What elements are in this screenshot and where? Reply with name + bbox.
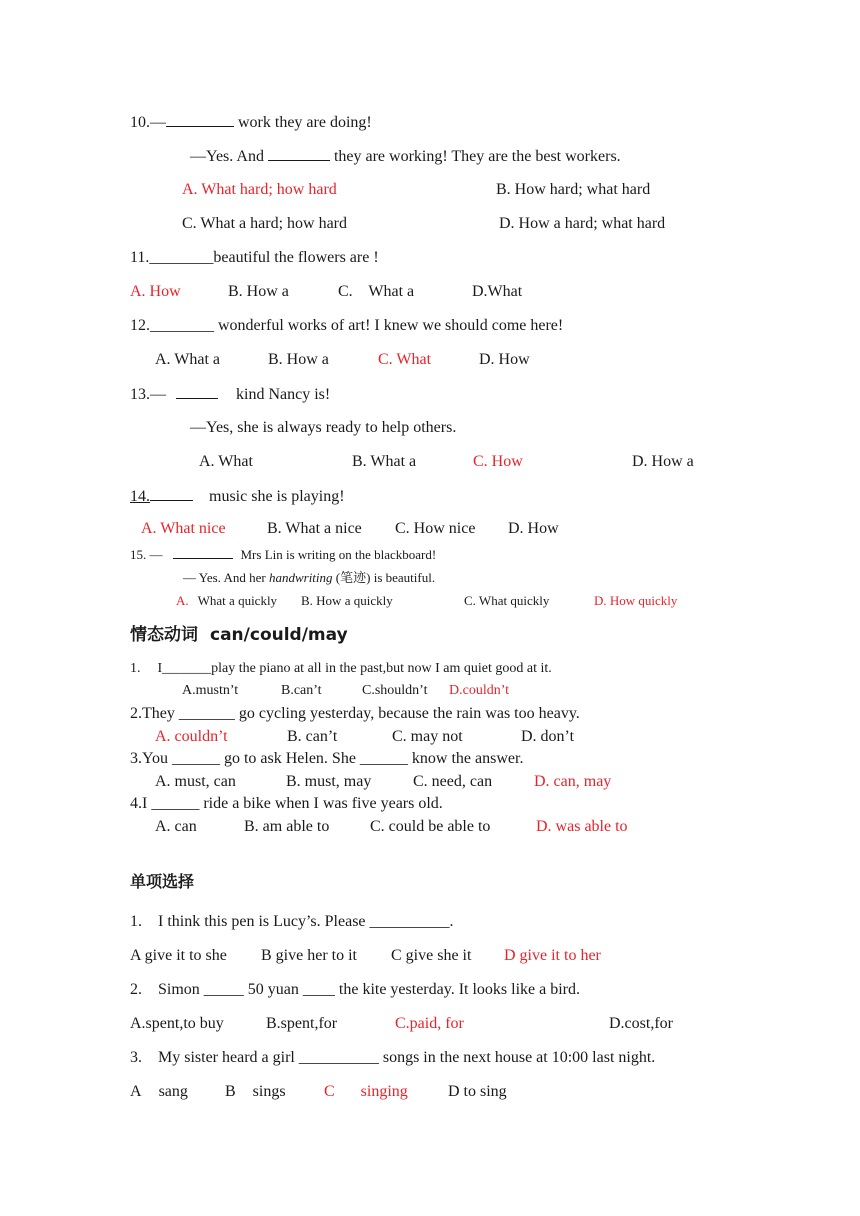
m2-stem: 2.They _______ go cycling yesterday, because the rain was too heavy. bbox=[130, 705, 580, 722]
q14-option-d: D. How bbox=[508, 520, 559, 537]
q15-blank bbox=[173, 547, 233, 559]
q14-stem bbox=[130, 486, 345, 507]
q13-stem bbox=[130, 384, 330, 405]
s2-stem-text: Simon _____ 50 yuan ____ the kite yesterday. It looks like a bird. bbox=[158, 981, 581, 998]
q14-number: 14. bbox=[130, 488, 150, 505]
q15-number: 15. — bbox=[130, 547, 163, 562]
q13-stem-text: kind Nancy is! bbox=[236, 386, 331, 403]
s3-option-d: D to sing bbox=[448, 1083, 507, 1100]
s3-option-a bbox=[130, 1082, 188, 1102]
m3-option-b: B. must, may bbox=[286, 773, 372, 790]
m3-option-a: A. must, can bbox=[155, 773, 236, 790]
m1-option-c: C.shouldn’t bbox=[362, 683, 428, 698]
s3-number: 3. bbox=[130, 1049, 142, 1066]
s1-option-d: D give it to her bbox=[504, 947, 601, 964]
m1-option-b: B.can’t bbox=[281, 683, 322, 698]
q12-option-c: C. What bbox=[378, 351, 432, 368]
section-modal-heading bbox=[130, 624, 348, 646]
s3-option-a-text: sang bbox=[158, 1083, 188, 1100]
q12-option-d: D. How bbox=[479, 351, 530, 368]
m3-option-c: C. need, can bbox=[413, 773, 493, 790]
q15-reply-italic: handwriting bbox=[268, 570, 333, 585]
q10-blank bbox=[166, 112, 234, 127]
q14-blank bbox=[150, 486, 193, 501]
q15-stem-text: Mrs Lin is writing on the blackboard! bbox=[240, 547, 437, 562]
m3-stem: 3.You ______ go to ask Helen. She ______ know the answer. bbox=[130, 750, 524, 767]
s1-option-a: A give it to she bbox=[130, 947, 227, 964]
q10-dash: — bbox=[150, 114, 166, 131]
s3-option-c-text: singing bbox=[360, 1083, 408, 1100]
q11-option-b: B. How a bbox=[228, 283, 289, 300]
q11-stem: 11.________beautiful the flowers are ! bbox=[130, 249, 379, 266]
q15-option-a-letter: A. bbox=[176, 593, 189, 608]
s2-option-d: D.cost,for bbox=[609, 1015, 673, 1032]
s1-number: 1. bbox=[130, 913, 142, 930]
q13-blank bbox=[176, 384, 218, 399]
section-modal-title-cn: 情态动词 bbox=[130, 625, 198, 645]
q10-stem-text: work they are doing! bbox=[234, 114, 372, 131]
q10-reply bbox=[190, 146, 621, 167]
m2-option-d: D. don’t bbox=[521, 728, 575, 745]
q10-stem bbox=[130, 112, 372, 133]
q13-option-b: B. What a bbox=[352, 453, 417, 470]
q12-stem: 12.________ wonderful works of art! I knew we should come here! bbox=[130, 317, 564, 334]
m2-option-a: A. couldn’t bbox=[155, 728, 228, 745]
q10-option-c: C. What a hard; how hard bbox=[182, 215, 347, 232]
m2-option-b: B. can’t bbox=[287, 728, 338, 745]
q10-reply-b: they are working! They are the best workers. bbox=[329, 148, 621, 165]
q15-option-d: D. How quickly bbox=[594, 593, 678, 608]
q14-stem-text: music she is playing! bbox=[209, 488, 345, 505]
q13-reply: —Yes, she is always ready to help others. bbox=[190, 419, 457, 436]
s3-option-b bbox=[225, 1082, 286, 1102]
s3-option-b-text: sings bbox=[252, 1083, 286, 1100]
q10-reply-a: Yes. And bbox=[206, 148, 268, 165]
s3-option-a-letter: A bbox=[130, 1083, 142, 1100]
s1-option-b: B give her to it bbox=[261, 947, 357, 964]
s2-option-c: C.paid, for bbox=[395, 1015, 464, 1032]
q10-reply-blank bbox=[268, 146, 330, 161]
q11-option-a: A. How bbox=[130, 283, 181, 300]
q12-option-b: B. How a bbox=[268, 351, 329, 368]
section-modal-title-en: can/could/may bbox=[210, 625, 348, 645]
s3-option-b-letter: B bbox=[225, 1083, 236, 1100]
s2-number: 2. bbox=[130, 981, 142, 998]
s2-option-a: A.spent,to buy bbox=[130, 1015, 224, 1032]
s2-option-b: B.spent,for bbox=[266, 1015, 338, 1032]
q10-number: 10. bbox=[130, 114, 150, 131]
m4-option-a: A. can bbox=[155, 818, 197, 835]
q13-number: 13.— bbox=[130, 386, 166, 403]
q15-option-c: C. What quickly bbox=[464, 593, 550, 608]
s3-option-c-letter: C bbox=[324, 1083, 335, 1100]
s1-stem bbox=[130, 912, 454, 932]
q11-option-d: D.What bbox=[472, 283, 523, 300]
q14-option-b: B. What a nice bbox=[267, 520, 362, 537]
q10-option-a: A. What hard; how hard bbox=[182, 181, 337, 198]
q12-option-a: A. What a bbox=[155, 351, 221, 368]
q15-reply-a: — Yes. And her bbox=[183, 570, 269, 585]
m4-option-d: D. was able to bbox=[536, 818, 628, 835]
q13-option-d: D. How a bbox=[632, 453, 694, 470]
q15-option-a-text: What a quickly bbox=[197, 593, 278, 608]
m1-stem-text: I_______play the piano at all in the past,but now I am quiet good at it. bbox=[157, 661, 552, 676]
s3-option-c bbox=[324, 1082, 408, 1102]
q10-option-b: B. How hard; what hard bbox=[496, 181, 651, 198]
q14-option-a: A. What nice bbox=[141, 520, 226, 537]
s1-option-c: C give she it bbox=[391, 947, 472, 964]
m3-option-d: D. can, may bbox=[534, 773, 612, 790]
m4-stem: 4.I ______ ride a bike when I was five years old. bbox=[130, 795, 443, 812]
q15-option-a bbox=[176, 593, 277, 609]
section-single-heading: 单项选择 bbox=[130, 872, 195, 891]
m1-option-d: D.couldn’t bbox=[449, 683, 510, 698]
m4-option-b: B. am able to bbox=[244, 818, 330, 835]
m4-option-c: C. could be able to bbox=[370, 818, 491, 835]
q11-option-c: C. What a bbox=[338, 283, 415, 300]
q10-option-d: D. How a hard; what hard bbox=[499, 215, 666, 232]
m2-option-c: C. may not bbox=[392, 728, 463, 745]
m1-option-a: A.mustn’t bbox=[182, 683, 239, 698]
q15-reply bbox=[183, 570, 435, 586]
s3-stem bbox=[130, 1048, 655, 1068]
s3-stem-text: My sister heard a girl __________ songs in the next house at 10:00 last night. bbox=[158, 1049, 656, 1066]
m1-stem bbox=[130, 660, 552, 678]
q15-stem bbox=[130, 547, 436, 563]
q15-reply-b: (笔迹) is beautiful. bbox=[332, 570, 436, 585]
q10-reply-dash: — bbox=[190, 148, 206, 165]
q15-option-b: B. How a quickly bbox=[301, 593, 393, 608]
q13-option-c: C. How bbox=[473, 453, 523, 470]
m1-number: 1. bbox=[130, 661, 141, 676]
s1-stem-text: I think this pen is Lucy’s. Please __________. bbox=[158, 913, 454, 930]
q13-option-a: A. What bbox=[199, 453, 253, 470]
s2-stem bbox=[130, 980, 580, 1000]
q14-option-c: C. How nice bbox=[395, 520, 476, 537]
